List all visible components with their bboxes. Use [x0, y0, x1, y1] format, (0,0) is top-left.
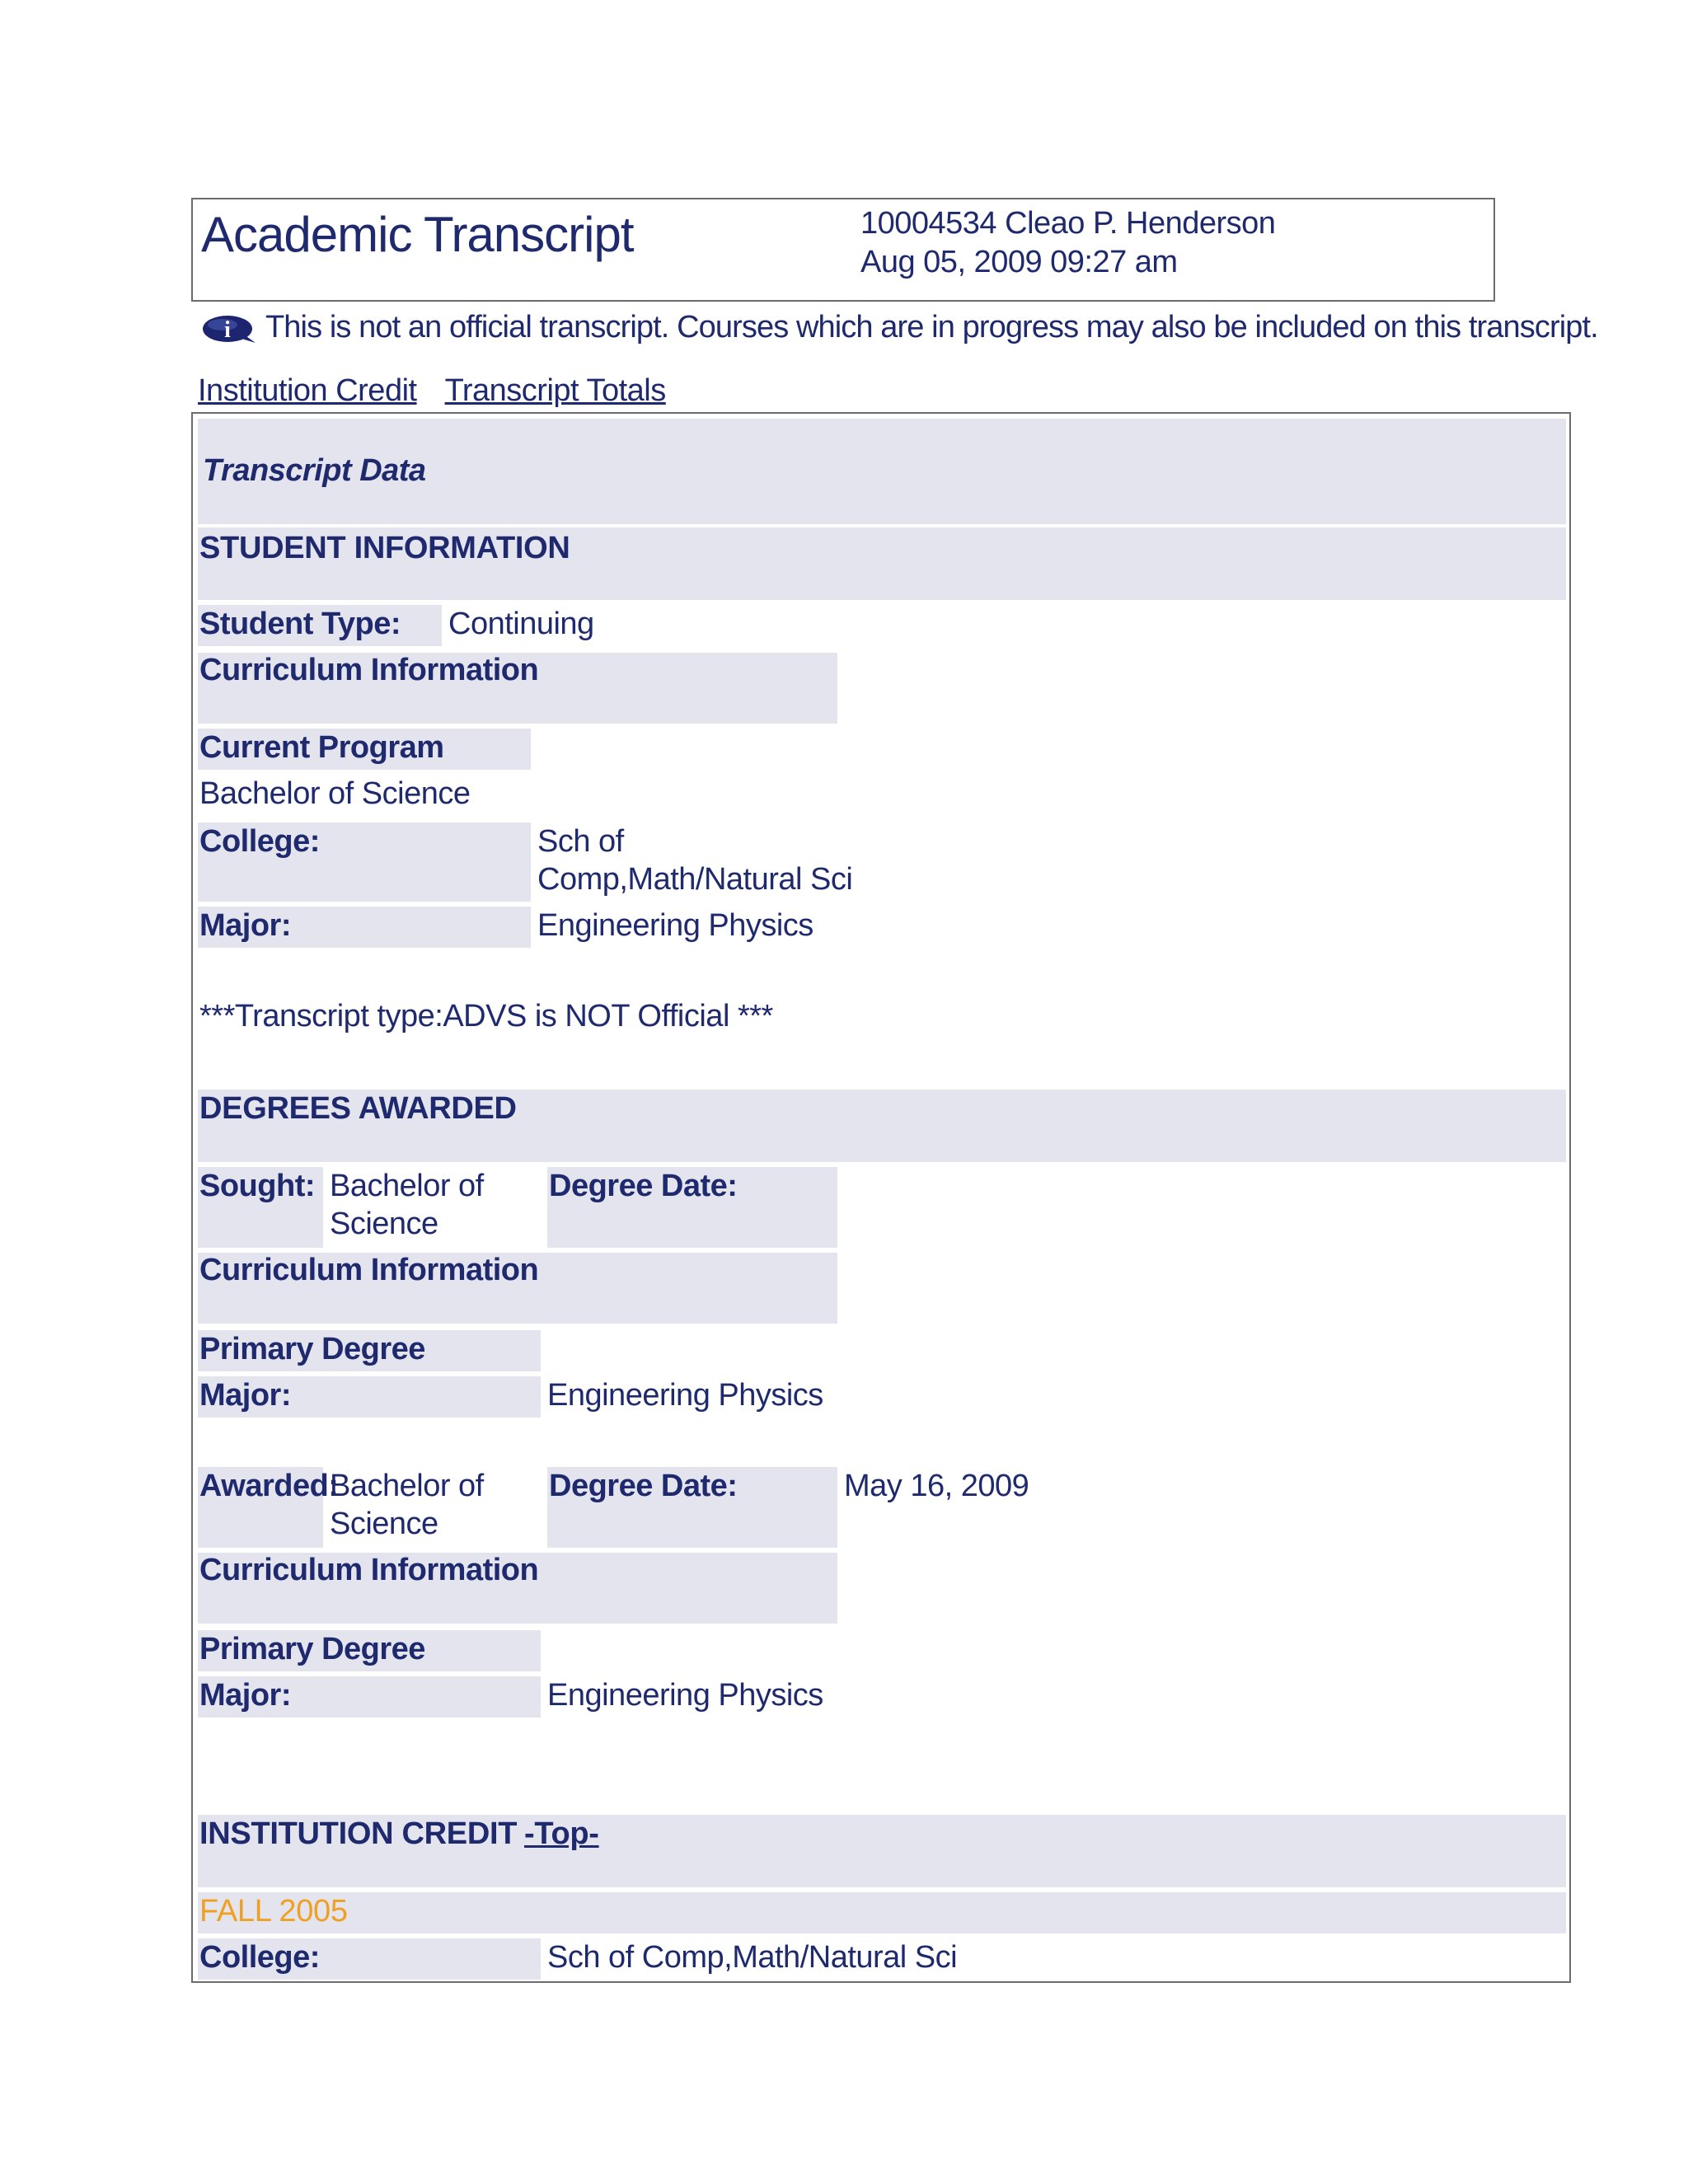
- awarded-curriculum-heading: Curriculum Information: [199, 1553, 539, 1587]
- sought-major-cell: [198, 1376, 541, 1418]
- awarded-value-line1: Bachelor of: [330, 1469, 484, 1503]
- current-program-label: Current Program: [199, 730, 444, 765]
- term-header: [198, 1892, 1566, 1933]
- awarded-curriculum-header: [198, 1553, 837, 1624]
- transcript-panel: [191, 412, 1571, 1983]
- credit-college-label-cell: [198, 1938, 541, 1980]
- sought-primary-degree-label: Primary Degree: [199, 1332, 425, 1366]
- major-label-cell: [198, 907, 531, 948]
- awarded-major-cell: [198, 1676, 541, 1718]
- sought-value-line1: Bachelor of: [330, 1169, 484, 1203]
- sought-label: Sought:: [199, 1169, 316, 1203]
- sought-major-value: Engineering Physics: [547, 1378, 823, 1413]
- top-link[interactable]: -Top-: [524, 1816, 599, 1851]
- awarded-major-label: Major:: [199, 1678, 291, 1713]
- degrees-awarded-header: [198, 1090, 1566, 1162]
- sought-primary-degree-cell: [198, 1330, 541, 1371]
- student-type-label: Student Type:: [199, 607, 401, 641]
- credit-college-label: College:: [199, 1940, 320, 1975]
- sought-curriculum-heading: Curriculum Information: [199, 1253, 539, 1287]
- student-id-name: 10004534 Cleao P. Henderson: [860, 206, 1276, 241]
- student-type-label-cell: [198, 605, 442, 646]
- sought-major-label: Major:: [199, 1378, 291, 1413]
- transcript-totals-link[interactable]: Transcript Totals: [444, 373, 666, 408]
- awarded-degree-date-value: May 16, 2009: [844, 1469, 1029, 1503]
- awarded-primary-degree-label: Primary Degree: [199, 1632, 425, 1666]
- page-title: Academic Transcript: [201, 207, 634, 262]
- timestamp: Aug 05, 2009 09:27 am: [860, 245, 1178, 279]
- sought-label-cell: [198, 1167, 323, 1248]
- info-icon: [201, 313, 257, 344]
- term-heading: FALL 2005: [199, 1894, 348, 1929]
- awarded-major-value: Engineering Physics: [547, 1678, 823, 1713]
- major-label: Major:: [199, 908, 291, 943]
- student-information-heading: STUDENT INFORMATION: [199, 531, 570, 565]
- major-value: Engineering Physics: [537, 908, 814, 943]
- degrees-awarded-heading: DEGREES AWARDED: [199, 1091, 517, 1126]
- sought-curriculum-header: [198, 1253, 837, 1324]
- awarded-value-line2: Science: [330, 1507, 438, 1541]
- college-value-line2: Comp,Math/Natural Sci: [537, 862, 853, 897]
- institution-credit-header: [198, 1815, 1566, 1887]
- program-name: Bachelor of Science: [199, 776, 471, 811]
- credit-college-value: Sch of Comp,Math/Natural Sci: [547, 1940, 958, 1975]
- awarded-primary-degree-cell: [198, 1630, 541, 1671]
- transcript-data-title: Transcript Data: [203, 453, 426, 488]
- awarded-degree-date-label: Degree Date:: [549, 1469, 738, 1503]
- curriculum-header: [198, 653, 837, 724]
- student-information-header: [198, 527, 1566, 600]
- current-program-cell: [198, 729, 531, 770]
- college-label: College:: [199, 824, 320, 859]
- college-label-cell: [198, 823, 531, 902]
- notice-text: This is not an official transcript. Courses which are in progress may also be included on this transcript.: [265, 310, 1598, 344]
- transcript-type-note: ***Transcript type:ADVS is NOT Official ***: [199, 999, 773, 1033]
- svg-text:i: i: [224, 317, 231, 343]
- awarded-label-cell: [198, 1467, 339, 1548]
- sought-value-line2: Science: [330, 1207, 438, 1241]
- transcript-data-header: [198, 419, 1566, 524]
- curriculum-heading: Curriculum Information: [199, 653, 539, 687]
- section-links: [198, 373, 694, 409]
- institution-credit-heading: INSTITUTION CREDIT: [199, 1816, 518, 1851]
- awarded-degree-date-cell: [547, 1467, 837, 1548]
- student-type-value: Continuing: [448, 607, 594, 641]
- college-value-line1: Sch of: [537, 824, 624, 859]
- sought-degree-date-cell: [547, 1167, 837, 1248]
- institution-credit-link[interactable]: Institution Credit: [198, 373, 417, 408]
- transcript-header: [191, 198, 1495, 302]
- awarded-label: Awarded:: [199, 1469, 339, 1503]
- sought-degree-date-label: Degree Date:: [549, 1169, 738, 1203]
